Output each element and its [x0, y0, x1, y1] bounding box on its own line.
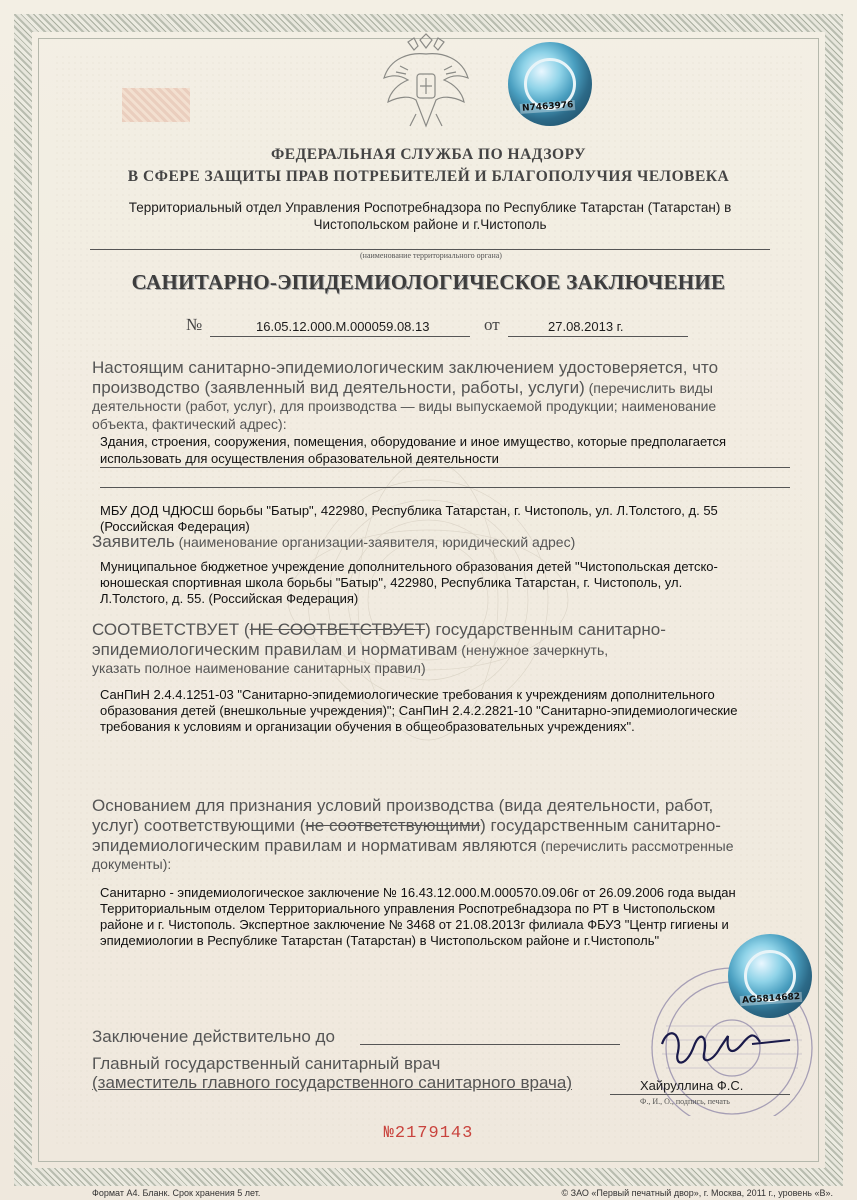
signatory-title: Главный государственный санитарный врач [92, 1054, 441, 1073]
date-label: от [484, 315, 500, 334]
number-value: 16.05.12.000.М.000059.08.13 [256, 319, 430, 334]
compliance-line2 [92, 640, 608, 660]
certify-line2-main: производство (заявленный вид деятельности, работы, услуги) [92, 378, 585, 397]
signatory-deputy: (заместитель главного государственного санитарного врача) [92, 1073, 572, 1092]
compliance-rest: ) государственным санитарно- [425, 620, 666, 639]
compliance-paren: ( [239, 620, 250, 639]
basis-line2-a: услуг) соответствующими ( [92, 816, 306, 835]
signature-underline [610, 1094, 790, 1095]
object-underline1 [100, 467, 790, 468]
basis-line2-b: ) государственным санитарно- [480, 816, 721, 835]
basis-fill-line2: Территориальным отделом Территориального управления Роспотребнадзора по РТ в Чистопольском [100, 901, 716, 916]
certify-line2-hint: (перечислить виды [584, 380, 713, 396]
certify-line4: объекта, фактический адрес): [92, 416, 287, 432]
validity-label: Заключение действительно до [92, 1027, 335, 1046]
signature-caption: Ф., И., О., подпись, печать [640, 1097, 730, 1106]
certify-line2 [92, 378, 713, 398]
territorial-organ-line2: Чистопольском районе и г.Чистополь [313, 217, 547, 232]
object-fill-line4: (Российская Федерация) [100, 519, 250, 534]
security-ornament [122, 88, 190, 122]
compliance-word-complies: СООТВЕТСТВУЕТ [92, 620, 240, 639]
org-underline [90, 249, 770, 250]
date-value: 27.08.2013 г. [548, 319, 624, 334]
compliance-line3: указать полное наименование санитарных правил) [92, 660, 426, 676]
validity-underline [360, 1044, 620, 1045]
basis-line1: Основанием для признания условий производства (вида деятельности, работ, [92, 796, 714, 815]
applicant-caption: (наименование организации-заявителя, юридический адрес) [174, 534, 576, 550]
basis-fill-line4: эпидемиологии в Республике Татарстан (Татарстан) в Чистопольском районе и г.Чистополь" [100, 933, 660, 948]
object-fill-line2: использовать для осуществления образовательной деятельности [100, 451, 499, 466]
number-label: № [186, 315, 203, 334]
org-caption: (наименование территориального органа) [360, 251, 502, 260]
russian-eagle-emblem-icon [380, 30, 472, 134]
number-underline [210, 336, 470, 337]
compliance-line2-main: эпидемиологическим правилам и нормативам [92, 640, 458, 659]
applicant-label: Заявитель [92, 532, 175, 551]
compliance-word-not-complies: НЕ СООТВЕТСТВУЕТ [249, 620, 426, 639]
basis-fill-line3: районе и г. Чистополь. Экспертное заключение № 3468 от 21.08.2013г филиала ФБУЗ "Центр гигиены и [100, 917, 729, 932]
object-fill-line1: Здания, строения, сооружения, помещения, оборудование и иное имущество, которые предполагается [100, 434, 727, 449]
footer-format: Формат А4. Бланк. Срок хранения 5 лет. [92, 1188, 261, 1198]
rules-fill-line3: требования к условиям и организации обучения в общеобразовательных учреждениях". [100, 719, 635, 734]
rules-fill-line1: СанПиН 2.4.4.1251-03 "Санитарно-эпидемиологические требования к учреждениям дополнительного [100, 687, 715, 702]
basis-line2 [92, 816, 721, 836]
hologram-code-bottom: AG5814682 [741, 991, 801, 1007]
hologram-seal-bottom [728, 934, 812, 1018]
agency-title-line2: В СФЕРЕ ЗАЩИТЫ ПРАВ ПОТРЕБИТЕЛЕЙ И БЛАГОПОЛУЧИЯ ЧЕЛОВЕКА [127, 168, 730, 185]
serial-number: №2179143 [383, 1124, 474, 1143]
document-title: САНИТАРНО-ЭПИДЕМИОЛОГИЧЕСКОЕ ЗАКЛЮЧЕНИЕ [131, 270, 726, 294]
rules-fill-line2: образования детей (внешкольные учреждения)"; СанПиН 2.4.2.2821-10 "Санитарно-эпидемиологические [100, 703, 738, 718]
basis-line4: документы): [92, 856, 172, 872]
signatory-name: Хайруллина Ф.С. [640, 1078, 744, 1093]
territorial-organ-line1: Территориальный отдел Управления Роспотребнадзора по Республике Татарстан (Татарстан) в [128, 200, 732, 215]
basis-line3-hint: (перечислить рассмотренные [536, 838, 734, 854]
applicant-fill-line1: Муниципальное бюджетное учреждение дополнительного образования детей "Чистопольская детско- [100, 559, 718, 574]
hologram-code-top: N7463976 [521, 100, 574, 114]
date-underline [508, 336, 688, 337]
object-underline2 [100, 487, 790, 488]
compliance-line2-hint: (ненужное зачеркнуть, [457, 642, 609, 658]
hologram-seal-top [508, 42, 592, 126]
applicant-header [92, 532, 575, 552]
basis-line3-main: эпидемиологическим правилам и нормативам являются [92, 836, 537, 855]
footer-printer: © ЗАО «Первый печатный двор», г. Москва, 2011 г., уровень «В». [561, 1188, 833, 1198]
basis-fill-line1: Санитарно - эпидемиологическое заключение № 16.43.12.000.М.000570.09.06г от 26.09.2006 года выдан [100, 885, 736, 900]
applicant-fill-line3: Л.Толстого, д. 55. (Российская Федерация) [100, 591, 359, 606]
object-fill-line3: МБУ ДОД ЧДЮСШ борьбы "Батыр", 422980, Республика Татарстан, г. Чистополь, ул. Л.Толстого, д. 55 [100, 503, 718, 518]
basis-line3 [92, 836, 733, 856]
basis-line2-struck: не соответствующими [305, 816, 481, 835]
certify-line1: Настоящим санитарно-эпидемиологическим заключением удостоверяется, что [92, 358, 719, 377]
applicant-fill-line2: юношеская спортивная школа борьбы "Батыр", 422980, Республика Татарстан, г. Чистополь, ул. [100, 575, 683, 590]
compliance-line1 [92, 620, 666, 640]
agency-title-line1: ФЕДЕРАЛЬНАЯ СЛУЖБА ПО НАДЗОРУ [270, 146, 587, 163]
certify-line3: деятельности (работ, услуг), для производства — виды выпускаемой продукции; наименование [92, 398, 717, 414]
